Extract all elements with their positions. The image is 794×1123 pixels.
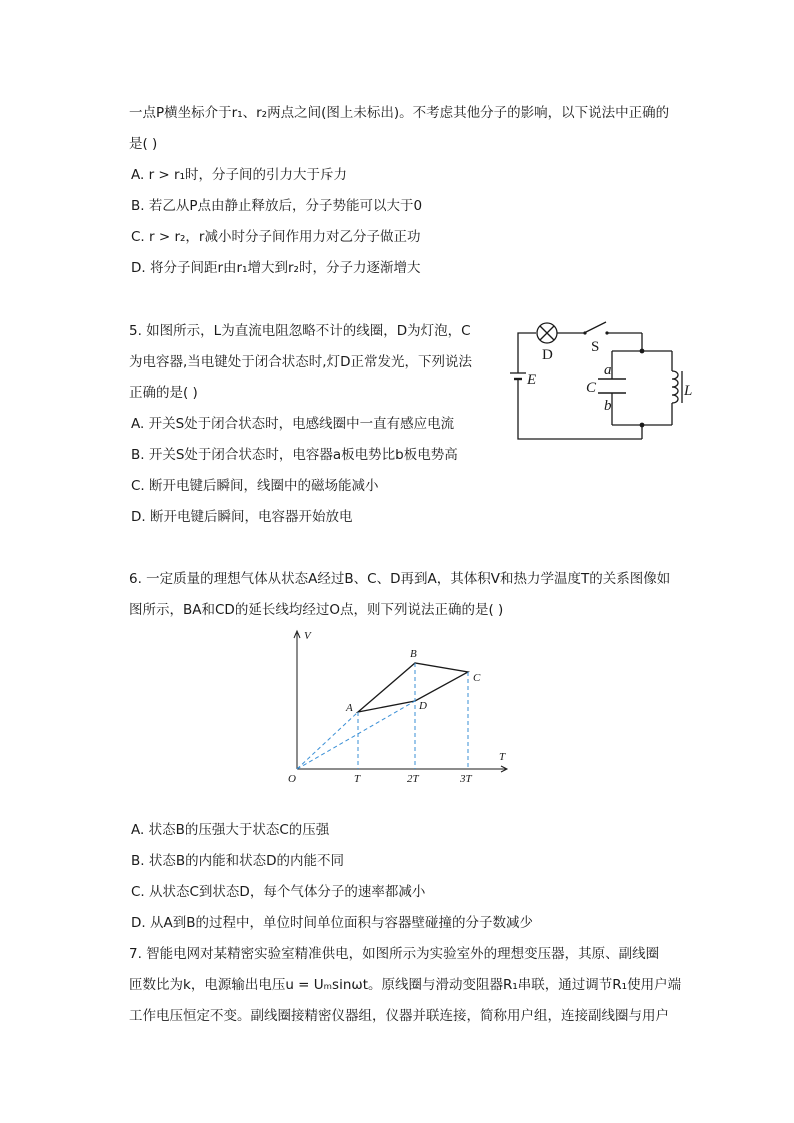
q5-option-a: A. 开关S处于闭合状态时，电感线圈中一直有感应电流 [131,416,455,432]
point-a-label: A [346,702,353,714]
plate-a-label: a [604,362,612,378]
point-d-label: D [419,700,427,712]
q6-option-d: D. 从A到B的过程中，单位时间单位面积与容器壁碰撞的分子数减少 [131,915,533,931]
q4-option-b: B. 若乙从P点由静止释放后，分子势能可以大于0 [131,198,423,214]
q5-option-c: C. 断开电键后瞬间，线圈中的磁场能减小 [131,478,379,494]
switch-label: S [591,339,600,355]
tick-2t: 2T [407,773,419,785]
v-axis-label: V [304,630,311,642]
inductor-coil [672,371,678,403]
q4-option-a: A. r > r₁时，分子间的引力大于斥力 [131,167,347,183]
cycle-path [358,663,468,712]
origin-label: O [288,773,296,785]
q6-option-b: B. 状态B的内能和状态D的内能不同 [131,853,345,869]
t-axis-label: T [499,751,506,763]
point-b-label: B [410,648,417,660]
q4-option-d: D. 将分子间距r由r₁增大到r₂时，分子力逐渐增大 [131,260,421,276]
tick-3t: 3T [460,773,472,785]
tick-t: T [354,773,361,785]
q5-option-d: D. 断开电键后瞬间，电容器开始放电 [131,509,353,525]
q6-stem-line1: 6. 一定质量的理想气体从状态A经过B、C、D再到A，其体积V和热力学温度T的关系图像如 [129,571,671,587]
q4-stem-line2: 是( ) [129,136,158,152]
q5-stem-line2: 为电容器,当电键处于闭合状态时,灯D正常发光，下列说法 [129,354,472,370]
q7-stem-line2: 匝数比为k，电源输出电压u = Uₘsinωt。原线圈与滑动变阻器R₁串联，通过调节R₁使用户端 [129,977,682,993]
q6-option-c: C. 从状态C到状态D，每个气体分子的速率都减小 [131,884,426,900]
capacitor-label: C [586,380,597,396]
extension-od [297,701,415,769]
vt-graph [280,625,520,785]
q7-stem-line1: 7. 智能电网对某精密实验室精准供电，如图所示为实验室外的理想变压器，其原、副线圈 [129,946,660,962]
q5-stem-line1: 5. 如图所示，L为直流电阻忽略不计的线圈，D为灯泡，C [129,323,471,339]
q7-stem-line3: 工作电压恒定不变。副线圈接精密仪器组，仪器并联连接，简称用户组，连接副线圈与用户 [129,1008,669,1024]
q6-stem-line2: 图所示，BA和CD的延长线均经过O点，则下列说法正确的是( ) [129,602,504,618]
q4-option-c: C. r > r₂，r减小时分子间作用力对乙分子做正功 [131,229,421,245]
inductor-label: L [684,383,693,399]
extension-oa [297,712,358,769]
point-c-label: C [473,672,481,684]
wire-top-left [518,333,536,365]
battery-label: E [527,372,537,388]
plate-b-label: b [604,398,612,414]
switch-blade [584,322,606,333]
q6-option-a: A. 状态B的压强大于状态C的压强 [131,822,330,838]
q5-stem-line3: 正确的是( ) [129,385,198,401]
lc-circuit-diagram [500,315,700,450]
q4-stem-line1: 一点P横坐标介于r₁、r₂两点之间(图上未标出)。不考虑其他分子的影响，以下说法中正确的 [129,105,670,121]
lamp-label: D [542,347,553,363]
q5-option-b: B. 开关S处于闭合状态时，电容器a板电势比b板电势高 [131,447,458,463]
